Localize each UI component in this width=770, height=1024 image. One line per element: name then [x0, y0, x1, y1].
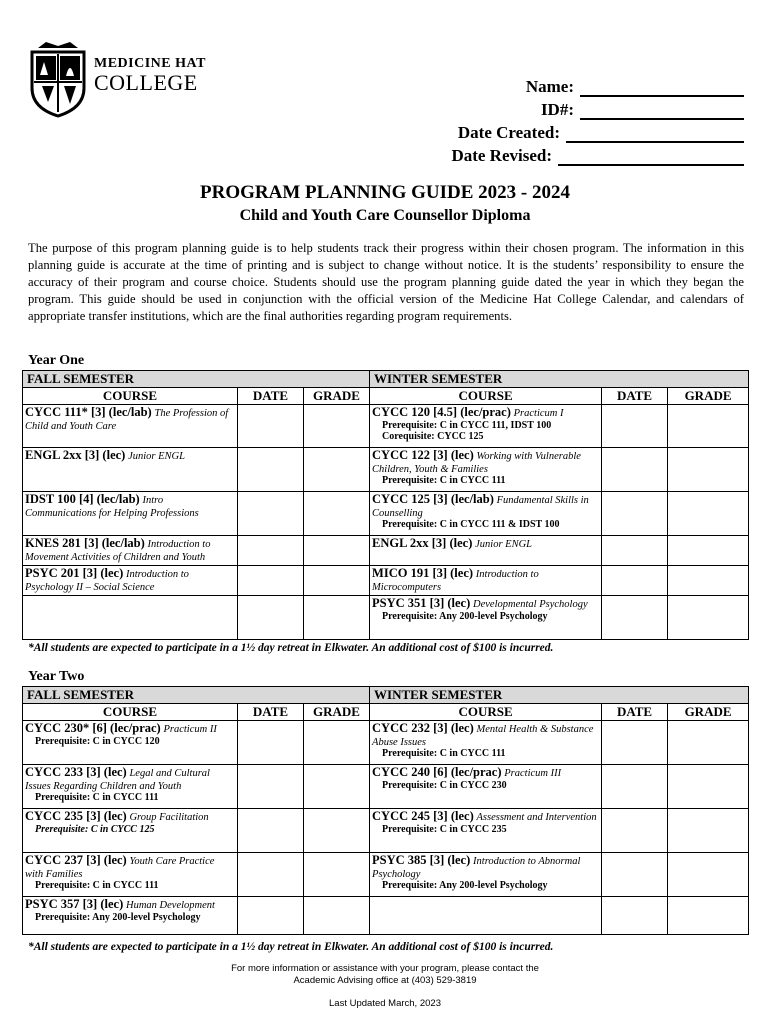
year-one-table	[22, 370, 749, 640]
course-description: Introduction to Psychology II – Social Science	[25, 569, 189, 593]
fall-course-cell	[23, 765, 238, 809]
fall-course-cell	[23, 448, 238, 492]
fall-course-cell	[23, 492, 238, 536]
date-created-line[interactable]	[566, 125, 744, 143]
course-name: CYCC 122 [3] (lec)	[372, 448, 474, 462]
intro-paragraph: The purpose of this program planning guide is to help students track their progress within their chosen program. The information in this planning guide is accurate at the time of printing and is subject to change without notice. It is the students’ responsibility to ensure the accuracy of their program and course choice. Students should use the program planning guide dated the year in which they began the program. This guide should be used in conjunction with the official version of the Medicine Hat College Calendar, and calendars of appropriate transfer institutions, which are the final authorities regarding program requirements.	[28, 241, 744, 323]
course-description: Introduction to Abnormal Psychology	[372, 856, 581, 880]
winter-date-cell[interactable]	[602, 448, 668, 492]
fall-date-cell[interactable]	[238, 721, 304, 765]
winter-grade-cell[interactable]	[668, 448, 749, 492]
fall-grade-cell[interactable]	[304, 448, 370, 492]
course-description: Youth Care Practice with Families	[25, 856, 215, 880]
semester-header-row	[23, 371, 749, 388]
logo-line-2: COLLEGE	[94, 70, 198, 95]
course-name: PSYC 357 [3] (lec)	[25, 897, 124, 911]
winter-date-cell[interactable]	[602, 897, 668, 935]
course-name: CYCC 237 [3] (lec)	[25, 853, 127, 867]
fall-grade-cell[interactable]	[304, 596, 370, 640]
program-subtitle: Child and Youth Care Counsellor Diploma	[239, 207, 531, 224]
course-description: Group Facilitation	[129, 812, 209, 823]
id-field[interactable]	[451, 97, 744, 120]
course-name: ENGL 2xx [3] (lec)	[25, 448, 126, 462]
course-description: Working with Vulnerable Children, Youth & Families	[372, 451, 581, 475]
fall-date-cell[interactable]	[238, 448, 304, 492]
table-row	[23, 405, 749, 448]
course-description: Developmental Psychology	[473, 599, 588, 610]
year-two-label: Year Two	[28, 669, 85, 684]
id-line[interactable]	[580, 102, 744, 120]
fall-grade-cell[interactable]	[304, 566, 370, 596]
course-prerequisite: Prerequisite: C in CYCC 230	[382, 780, 507, 791]
fall-grade-header: GRADE	[304, 704, 370, 721]
table-row	[23, 566, 749, 596]
page-title: PROGRAM PLANNING GUIDE 2023 - 2024	[200, 182, 570, 203]
course-name: CYCC 125 [3] (lec/lab)	[372, 492, 494, 506]
date-revised-label: Date Revised:	[451, 146, 552, 165]
fall-date-cell[interactable]	[238, 405, 304, 448]
fall-date-cell[interactable]	[238, 492, 304, 536]
course-name: CYCC 245 [3] (lec)	[372, 809, 474, 823]
course-name: PSYC 385 [3] (lec)	[372, 853, 471, 867]
fall-grade-cell[interactable]	[304, 492, 370, 536]
date-created-label: Date Created:	[457, 123, 560, 142]
course-name: IDST 100 [4] (lec/lab)	[25, 492, 140, 506]
course-description: Mental Health & Substance Abuse Issues	[372, 724, 594, 748]
course-description: Introduction to Microcomputers	[372, 569, 539, 593]
course-prerequisite: Prerequisite: C in CYCC 120	[35, 736, 160, 747]
winter-date-cell[interactable]	[602, 492, 668, 536]
name-field[interactable]	[451, 74, 744, 97]
course-name: PSYC 201 [3] (lec)	[25, 566, 124, 580]
fall-course-cell	[23, 596, 238, 640]
course-prerequisite: Prerequisite: C in CYCC 111	[35, 880, 159, 891]
fall-date-cell[interactable]	[238, 536, 304, 566]
winter-course-cell	[370, 596, 602, 640]
fall-course-cell	[23, 721, 238, 765]
winter-semester-header: WINTER SEMESTER	[370, 371, 749, 388]
table-row	[23, 765, 749, 809]
course-name: ENGL 2xx [3] (lec)	[372, 536, 473, 550]
winter-course-cell	[370, 765, 602, 809]
last-updated: Last Updated March, 2023	[329, 998, 441, 1009]
course-prerequisite: Prerequisite: C in CYCC 111	[35, 792, 159, 803]
winter-course-header: COURSE	[370, 704, 602, 721]
year-one-note: *All students are expected to participate in a 1½ day retreat in Elkwater. An additional cost of $100 is incurred.	[28, 642, 554, 654]
course-prerequisite: Prerequisite: Any 200-level Psychology	[382, 880, 548, 891]
fall-date-header: DATE	[238, 704, 304, 721]
winter-grade-cell[interactable]	[668, 596, 749, 640]
course-description: Human Development	[126, 900, 215, 911]
course-prerequisite: Prerequisite: C in CYCC 111, IDST 100	[382, 420, 552, 431]
table-row	[23, 448, 749, 492]
fall-date-header: DATE	[238, 388, 304, 405]
winter-date-cell[interactable]	[602, 853, 668, 897]
winter-grade-cell[interactable]	[668, 897, 749, 935]
winter-course-cell	[370, 897, 602, 935]
year-two-note: *All students are expected to participate in a 1½ day retreat in Elkwater. An additional cost of $100 is incurred.	[28, 941, 554, 953]
winter-course-cell	[370, 492, 602, 536]
fall-date-cell[interactable]	[238, 853, 304, 897]
course-name: PSYC 351 [3] (lec)	[372, 596, 471, 610]
fall-date-cell[interactable]	[238, 809, 304, 853]
fall-grade-cell[interactable]	[304, 405, 370, 448]
footer-contact-line-1: For more information or assistance with your program, please contact the	[231, 963, 539, 974]
course-description: Legal and Cultural Issues Regarding Children and Youth	[25, 768, 210, 792]
winter-grade-header: GRADE	[668, 388, 749, 405]
winter-grade-cell[interactable]	[668, 536, 749, 566]
column-header-row	[23, 388, 749, 405]
course-description: The Profession of Child and Youth Care	[25, 408, 229, 432]
winter-course-header: COURSE	[370, 388, 602, 405]
winter-course-cell	[370, 448, 602, 492]
date-revised-field[interactable]	[451, 143, 744, 166]
winter-date-cell[interactable]	[602, 596, 668, 640]
course-name: KNES 281 [3] (lec/lab)	[25, 536, 145, 550]
fall-course-cell	[23, 853, 238, 897]
table-row	[23, 809, 749, 853]
fall-grade-cell[interactable]	[304, 853, 370, 897]
course-name: CYCC 230* [6] (lec/prac)	[25, 721, 161, 735]
winter-course-cell	[370, 566, 602, 596]
winter-course-cell	[370, 809, 602, 853]
winter-course-cell	[370, 853, 602, 897]
winter-grade-cell[interactable]	[668, 492, 749, 536]
winter-grade-cell[interactable]	[668, 765, 749, 809]
id-label: ID#:	[540, 100, 574, 119]
course-name: CYCC 233 [3] (lec)	[25, 765, 127, 779]
table-row	[23, 721, 749, 765]
course-prerequisite: Prerequisite: C in CYCC 111 & IDST 100	[382, 519, 560, 530]
winter-date-cell[interactable]	[602, 765, 668, 809]
semester-header-row	[23, 687, 749, 704]
fall-grade-cell[interactable]	[304, 897, 370, 935]
winter-grade-header: GRADE	[668, 704, 749, 721]
course-description: Junior ENGL	[128, 451, 185, 462]
college-logo	[28, 40, 218, 120]
fall-grade-header: GRADE	[304, 388, 370, 405]
course-description: Introduction to Movement Activities of Children and Youth	[25, 539, 211, 563]
course-name: CYCC 232 [3] (lec)	[372, 721, 474, 735]
winter-date-cell[interactable]	[602, 721, 668, 765]
footer-contact-line-2: Academic Advising office at (403) 529-3819	[293, 975, 477, 986]
winter-grade-cell[interactable]	[668, 405, 749, 448]
winter-course-cell	[370, 721, 602, 765]
fall-course-header: COURSE	[23, 704, 238, 721]
winter-date-header: DATE	[602, 388, 668, 405]
name-label: Name:	[525, 77, 574, 96]
table-row	[23, 853, 749, 897]
course-description: Assessment and Intervention	[476, 812, 597, 823]
course-description: Practicum III	[504, 768, 562, 779]
winter-course-cell	[370, 536, 602, 566]
fall-grade-cell[interactable]	[304, 809, 370, 853]
course-prerequisite: Prerequisite: C in CYCC 235	[382, 824, 507, 835]
fall-course-header: COURSE	[23, 388, 238, 405]
column-header-row	[23, 704, 749, 721]
fall-course-cell	[23, 566, 238, 596]
table-row	[23, 897, 749, 935]
table-row	[23, 596, 749, 640]
winter-semester-header: WINTER SEMESTER	[370, 687, 749, 704]
course-name: CYCC 240 [6] (lec/prac)	[372, 765, 502, 779]
fall-grade-cell[interactable]	[304, 765, 370, 809]
winter-date-cell[interactable]	[602, 809, 668, 853]
course-prerequisite: Prerequisite: Any 200-level Psychology	[35, 912, 201, 923]
college-crest-icon	[28, 40, 88, 118]
student-info-block	[451, 74, 744, 166]
winter-course-cell	[370, 405, 602, 448]
course-name: CYCC 235 [3] (lec)	[25, 809, 127, 823]
year-one-label: Year One	[28, 353, 85, 368]
course-description: Practicum II	[163, 724, 217, 735]
fall-date-cell[interactable]	[238, 596, 304, 640]
winter-date-cell[interactable]	[602, 566, 668, 596]
course-description: Fundamental Skills in Counselling	[372, 495, 589, 519]
date-created-field[interactable]	[451, 120, 744, 143]
name-line[interactable]	[580, 79, 744, 97]
winter-grade-cell[interactable]	[668, 853, 749, 897]
course-name: CYCC 120 [4.5] (lec/prac)	[372, 405, 511, 419]
fall-date-cell[interactable]	[238, 897, 304, 935]
table-row	[23, 536, 749, 566]
course-description: Intro Communications for Helping Professions	[25, 495, 199, 519]
table-row	[23, 492, 749, 536]
winter-date-cell[interactable]	[602, 536, 668, 566]
fall-course-cell	[23, 405, 238, 448]
fall-semester-header: FALL SEMESTER	[23, 371, 370, 388]
course-prerequisite: Prerequisite: C in CYCC 111	[382, 475, 506, 486]
course-name: MICO 191 [3] (lec)	[372, 566, 474, 580]
fall-course-cell	[23, 536, 238, 566]
course-description: Practicum I	[513, 408, 564, 419]
course-prerequisite: Corequisite: CYCC 125	[382, 431, 484, 442]
fall-date-cell[interactable]	[238, 765, 304, 809]
winter-grade-cell[interactable]	[668, 566, 749, 596]
course-name: CYCC 111* [3] (lec/lab)	[25, 405, 152, 419]
fall-course-cell	[23, 809, 238, 853]
winter-date-cell[interactable]	[602, 405, 668, 448]
fall-course-cell	[23, 897, 238, 935]
year-two-table	[22, 686, 749, 935]
fall-semester-header: FALL SEMESTER	[23, 687, 370, 704]
logo-line-1: MEDICINE HAT	[94, 56, 206, 71]
winter-grade-cell[interactable]	[668, 809, 749, 853]
course-prerequisite: Prerequisite: C in CYCC 125	[35, 824, 155, 835]
date-revised-line[interactable]	[558, 148, 744, 166]
fall-date-cell[interactable]	[238, 566, 304, 596]
winter-grade-cell[interactable]	[668, 721, 749, 765]
course-prerequisite: Prerequisite: C in CYCC 111	[382, 748, 506, 759]
course-prerequisite: Prerequisite: Any 200-level Psychology	[382, 611, 548, 622]
fall-grade-cell[interactable]	[304, 536, 370, 566]
fall-grade-cell[interactable]	[304, 721, 370, 765]
winter-date-header: DATE	[602, 704, 668, 721]
course-description: Junior ENGL	[475, 539, 533, 550]
